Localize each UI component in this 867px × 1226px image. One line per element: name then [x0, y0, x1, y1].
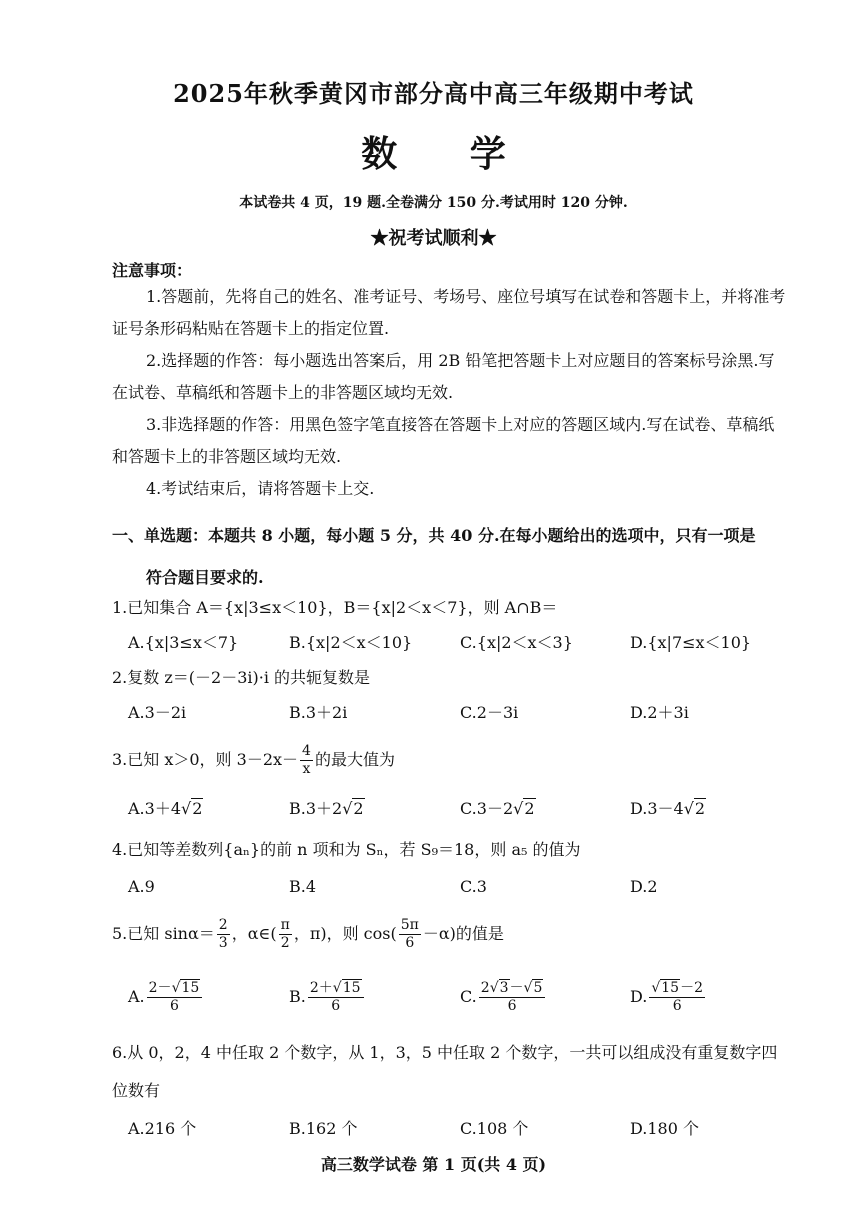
fraction-denominator: 6	[672, 998, 682, 1014]
option-d[interactable]: D.180 个	[630, 1119, 699, 1138]
note-item: 2.选择题的作答：每小题选出答案后，用 2B 铅笔把答题卡上对应题目的答案标号涂黑.写在试卷、草稿纸和答题卡上的非答题区域均无效.	[112, 351, 775, 402]
question-stem	[112, 912, 792, 956]
radicand: 2	[192, 799, 203, 818]
option-d[interactable]	[630, 980, 707, 1015]
options-row	[112, 794, 792, 824]
question-6	[112, 1036, 792, 1144]
stem-part: 5.已知 sinα＝	[112, 924, 215, 943]
question-1	[112, 594, 792, 658]
section-heading	[112, 520, 792, 594]
option-b[interactable]	[289, 980, 366, 1015]
fraction	[308, 980, 364, 1015]
fraction	[300, 743, 313, 778]
stem-part: 3.已知 x＞0，则 3－2x－	[112, 750, 299, 769]
option-label: D.	[630, 987, 648, 1006]
fraction-numerator	[479, 980, 546, 998]
sqrt: √2	[342, 799, 364, 818]
option-a[interactable]: A.9	[128, 877, 155, 896]
fraction-denominator: x	[302, 761, 311, 777]
subject-title: 数 学	[361, 133, 536, 175]
option-c[interactable]: C.2－3i	[460, 703, 519, 722]
stem-part: －α)的值是	[422, 924, 504, 943]
sqrt: √2	[513, 799, 535, 818]
option-c[interactable]: C.3	[460, 877, 487, 896]
fraction-numerator: 5π	[400, 917, 419, 933]
fraction	[479, 980, 546, 1015]
stem-part: ，α∈(	[231, 924, 277, 943]
note-item: 3.非选择题的作答：用黑色签字笔直接答在答题卡上对应的答题区域内.写在试卷、草稿纸和答题卡上的非答题区域均无效.	[112, 415, 775, 466]
num-text: 2＋	[309, 980, 333, 996]
fraction-numerator	[147, 980, 203, 998]
fraction-numerator	[308, 980, 364, 998]
num-text: 2－	[148, 980, 172, 996]
option-a[interactable]: A.{x|3≤x＜7}	[128, 633, 239, 652]
question-5	[112, 912, 792, 1024]
option-c[interactable]	[460, 980, 547, 1015]
option-text: C.3－2	[460, 799, 514, 818]
sqrt: √5	[523, 980, 543, 996]
question-3	[112, 740, 792, 824]
question-stem	[112, 740, 792, 780]
radicand: 15	[181, 980, 200, 996]
question-4	[112, 836, 792, 902]
fraction	[217, 917, 230, 952]
fraction	[399, 917, 421, 952]
section-heading-text: 一、单选题：本题共 8 小题，每小题 5 分，共 40 分.在每小题给出的选项中，只有一项是	[112, 526, 756, 545]
num-text: 2	[480, 980, 490, 996]
question-stem: 6.从 0，2，4 中任取 2 个数字，从 1，3，5 中任取 2 个数字，一共可以组成没有重复数字四	[112, 1043, 778, 1062]
question-stem: 4.已知等差数列{aₙ}的前 n 项和为 Sₙ，若 S₉＝18，则 a₅ 的值为	[112, 840, 581, 859]
option-d[interactable]: D.2	[630, 877, 658, 896]
fraction-denominator: 6	[405, 935, 415, 951]
notes-heading: 注意事项：	[112, 261, 193, 280]
option-text: A.3＋4	[128, 799, 182, 818]
sqrt: √15	[171, 980, 200, 996]
question-2	[112, 664, 792, 728]
radicand: 2	[353, 799, 364, 818]
option-b[interactable]: B.4	[289, 877, 317, 896]
fraction-denominator: 2	[280, 935, 290, 951]
fraction	[649, 980, 705, 1015]
fraction	[147, 980, 203, 1015]
option-b[interactable]: B.{x|2＜x＜10}	[289, 633, 413, 652]
options-row	[112, 628, 792, 658]
option-a[interactable]: A.3－2i	[128, 703, 187, 722]
options-row	[112, 872, 792, 902]
option-a[interactable]: A.216 个	[128, 1119, 197, 1138]
section-heading-cont: 符合题目要求的.	[146, 568, 264, 587]
sqrt: √2	[683, 799, 706, 818]
sqrt: √3	[489, 980, 509, 996]
fraction-numerator: 2	[218, 917, 228, 933]
fraction-denominator: 3	[218, 935, 228, 951]
exam-info: 本试卷共 4 页，19 题.全卷满分 150 分.考试用时 120 分钟.	[239, 195, 628, 211]
radicand: 2	[524, 799, 535, 818]
sqrt: √15	[332, 980, 361, 996]
fraction	[279, 917, 292, 952]
radicand: 3	[499, 980, 509, 996]
page-footer: 高三数学试卷 第 1 页(共 4 页)	[320, 1155, 547, 1174]
option-d[interactable]: D.{x|7≤x＜10}	[630, 633, 752, 652]
note-item: 4.考试结束后，请将答题卡上交.	[146, 479, 375, 498]
radicand: 15	[342, 980, 361, 996]
sqrt: √2	[181, 799, 203, 818]
question-stem: 2.复数 z＝(－2－3i)·i 的共轭复数是	[112, 668, 371, 687]
fraction-denominator: 6	[331, 998, 341, 1014]
fraction-denominator: 6	[507, 998, 517, 1014]
stem-part: 的最大值为	[314, 750, 395, 769]
fraction-numerator: π	[280, 917, 290, 933]
option-d[interactable]	[630, 794, 706, 824]
option-label: B.	[289, 987, 306, 1006]
sqrt: √15	[651, 980, 680, 996]
num-text: －	[509, 980, 524, 996]
option-d[interactable]: D.2＋3i	[630, 703, 689, 722]
notes-list	[112, 281, 787, 505]
radicand: 2	[694, 799, 706, 818]
option-label: A.	[128, 987, 145, 1006]
option-c[interactable]	[460, 794, 536, 824]
question-stem: 1.已知集合 A＝{x|3≤x＜10}，B＝{x|2＜x＜7}，则 A∩B＝	[112, 598, 558, 617]
num-text: －2	[680, 980, 704, 996]
options-row	[112, 1114, 792, 1144]
option-text: B.3＋2	[289, 799, 343, 818]
note-item: 1.答题前，先将自己的姓名、准考证号、考场号、座位号填写在试卷和答题卡上，并将准考证号条形码粘贴在答题卡上的指定位置.	[112, 287, 786, 338]
exam-title: 2025年秋季黄冈市部分高中高三年级期中考试	[173, 79, 694, 108]
stem-part: ，π)，则 cos(	[293, 924, 397, 943]
fraction-numerator: 4	[302, 743, 311, 759]
option-c[interactable]: C.{x|2＜x＜3}	[460, 633, 573, 652]
motto: ★祝考试顺利★	[370, 228, 497, 249]
fraction-numerator	[649, 980, 705, 998]
option-b[interactable]	[289, 794, 365, 824]
options-row	[112, 980, 792, 1024]
options-row	[112, 698, 792, 728]
option-text: D.3－4	[630, 799, 684, 818]
option-a[interactable]	[128, 794, 203, 824]
fraction-denominator: 6	[170, 998, 179, 1014]
question-stem-cont: 位数有	[112, 1081, 161, 1100]
option-a[interactable]	[128, 980, 204, 1015]
option-label: C.	[460, 987, 477, 1006]
radicand: 5	[533, 980, 543, 996]
option-c[interactable]: C.108 个	[460, 1119, 529, 1138]
radicand: 15	[661, 980, 680, 996]
option-b[interactable]: B.3＋2i	[289, 703, 348, 722]
option-b[interactable]: B.162 个	[289, 1119, 358, 1138]
